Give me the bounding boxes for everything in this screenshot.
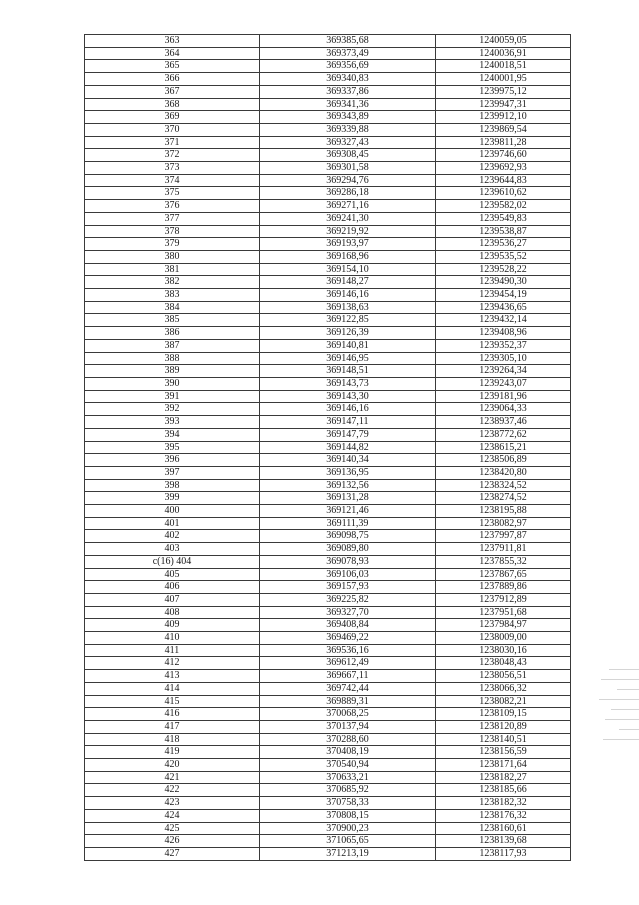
y-coordinate-cell: 1237855,32 (436, 555, 571, 568)
y-coordinate-cell: 1238176,32 (436, 809, 571, 822)
y-coordinate-cell: 1239975,12 (436, 85, 571, 98)
point-number-cell: 421 (85, 771, 260, 784)
point-number-cell: 382 (85, 276, 260, 289)
point-number-cell: 399 (85, 492, 260, 505)
y-coordinate-cell: 1239264,34 (436, 365, 571, 378)
point-number-cell: 424 (85, 809, 260, 822)
y-coordinate-cell: 1238139,68 (436, 835, 571, 848)
point-number-cell: 365 (85, 60, 260, 73)
x-coordinate-cell: 370137,94 (260, 720, 436, 733)
x-coordinate-cell: 369144,82 (260, 441, 436, 454)
table-row (85, 403, 571, 416)
table-row (85, 327, 571, 340)
point-number-cell: 407 (85, 593, 260, 606)
point-number-cell: 427 (85, 848, 260, 861)
x-coordinate-cell: 369157,93 (260, 581, 436, 594)
point-number-cell: 408 (85, 606, 260, 619)
x-coordinate-cell: 369143,30 (260, 390, 436, 403)
x-coordinate-cell: 369143,73 (260, 377, 436, 390)
y-coordinate-cell: 1238082,21 (436, 695, 571, 708)
point-number-cell: 388 (85, 352, 260, 365)
x-coordinate-cell: 369121,46 (260, 505, 436, 518)
table-row (85, 238, 571, 251)
point-number-cell: 400 (85, 505, 260, 518)
y-coordinate-cell: 1237912,89 (436, 593, 571, 606)
y-coordinate-cell: 1237951,68 (436, 606, 571, 619)
table-row (85, 149, 571, 162)
y-coordinate-cell: 1239549,83 (436, 212, 571, 225)
x-coordinate-cell: 369889,31 (260, 695, 436, 708)
table-row (85, 289, 571, 302)
point-number-cell: 377 (85, 212, 260, 225)
table-row (85, 517, 571, 530)
point-number-cell: 397 (85, 466, 260, 479)
x-coordinate-cell: 371065,65 (260, 835, 436, 848)
x-coordinate-cell: 369341,36 (260, 98, 436, 111)
point-number-cell: c(16) 404 (85, 555, 260, 568)
table-row (85, 797, 571, 810)
point-number-cell: 422 (85, 784, 260, 797)
table-row (85, 174, 571, 187)
x-coordinate-cell: 370900,23 (260, 822, 436, 835)
y-coordinate-cell: 1238324,52 (436, 479, 571, 492)
y-coordinate-cell: 1237997,87 (436, 530, 571, 543)
x-coordinate-cell: 369343,89 (260, 111, 436, 124)
point-number-cell: 426 (85, 835, 260, 848)
y-coordinate-cell: 1239528,22 (436, 263, 571, 276)
y-coordinate-cell: 1238140,51 (436, 733, 571, 746)
x-coordinate-cell: 369294,76 (260, 174, 436, 187)
y-coordinate-cell: 1239490,30 (436, 276, 571, 289)
table-row (85, 619, 571, 632)
table-row (85, 276, 571, 289)
table-row (85, 543, 571, 556)
point-number-cell: 394 (85, 428, 260, 441)
x-coordinate-cell: 369148,51 (260, 365, 436, 378)
y-coordinate-cell: 1240036,91 (436, 47, 571, 60)
table-row (85, 784, 571, 797)
table-row (85, 60, 571, 73)
point-number-cell: 375 (85, 187, 260, 200)
table-row (85, 416, 571, 429)
table-row (85, 390, 571, 403)
point-number-cell: 415 (85, 695, 260, 708)
table-row (85, 111, 571, 124)
y-coordinate-cell: 1239644,83 (436, 174, 571, 187)
y-coordinate-cell: 1240059,05 (436, 35, 571, 48)
y-coordinate-cell: 1238506,89 (436, 454, 571, 467)
x-coordinate-cell: 369667,11 (260, 670, 436, 683)
point-number-cell: 423 (85, 797, 260, 810)
table-row (85, 835, 571, 848)
point-number-cell: 416 (85, 708, 260, 721)
table-row (85, 822, 571, 835)
x-coordinate-cell: 369122,85 (260, 314, 436, 327)
table-row (85, 98, 571, 111)
table-row (85, 441, 571, 454)
point-number-cell: 378 (85, 225, 260, 238)
x-coordinate-cell: 369147,79 (260, 428, 436, 441)
x-coordinate-cell: 369301,58 (260, 162, 436, 175)
point-number-cell: 419 (85, 746, 260, 759)
x-coordinate-cell: 369132,56 (260, 479, 436, 492)
y-coordinate-cell: 1238182,32 (436, 797, 571, 810)
table-row (85, 35, 571, 48)
table-row (85, 162, 571, 175)
x-coordinate-cell: 369219,92 (260, 225, 436, 238)
y-coordinate-cell: 1238009,00 (436, 632, 571, 645)
point-number-cell: 420 (85, 759, 260, 772)
table-row (85, 644, 571, 657)
y-coordinate-cell: 1239811,28 (436, 136, 571, 149)
y-coordinate-cell: 1238160,61 (436, 822, 571, 835)
x-coordinate-cell: 369612,49 (260, 657, 436, 670)
point-number-cell: 376 (85, 200, 260, 213)
table-row (85, 759, 571, 772)
y-coordinate-cell: 1239947,31 (436, 98, 571, 111)
y-coordinate-cell: 1239692,93 (436, 162, 571, 175)
point-number-cell: 396 (85, 454, 260, 467)
x-coordinate-cell: 370685,92 (260, 784, 436, 797)
table-row (85, 200, 571, 213)
point-number-cell: 383 (85, 289, 260, 302)
table-row (85, 708, 571, 721)
y-coordinate-cell: 1238185,66 (436, 784, 571, 797)
point-number-cell: 368 (85, 98, 260, 111)
table-row (85, 568, 571, 581)
y-coordinate-cell: 1240001,95 (436, 73, 571, 86)
point-number-cell: 395 (85, 441, 260, 454)
y-coordinate-cell: 1239535,52 (436, 250, 571, 263)
point-number-cell: 411 (85, 644, 260, 657)
y-coordinate-cell: 1238182,27 (436, 771, 571, 784)
table-row (85, 606, 571, 619)
x-coordinate-cell: 369742,44 (260, 682, 436, 695)
x-coordinate-cell: 369241,30 (260, 212, 436, 225)
point-number-cell: 363 (85, 35, 260, 48)
table-row (85, 848, 571, 861)
y-coordinate-cell: 1237867,65 (436, 568, 571, 581)
x-coordinate-cell: 369373,49 (260, 47, 436, 60)
point-number-cell: 366 (85, 73, 260, 86)
x-coordinate-cell: 370540,94 (260, 759, 436, 772)
table-row (85, 632, 571, 645)
table-row (85, 466, 571, 479)
point-number-cell: 379 (85, 238, 260, 251)
point-number-cell: 364 (85, 47, 260, 60)
x-coordinate-cell: 369098,75 (260, 530, 436, 543)
point-number-cell: 401 (85, 517, 260, 530)
table-row (85, 682, 571, 695)
point-number-cell: 371 (85, 136, 260, 149)
y-coordinate-cell: 1239408,96 (436, 327, 571, 340)
x-coordinate-cell: 369146,95 (260, 352, 436, 365)
point-number-cell: 390 (85, 377, 260, 390)
point-number-cell: 393 (85, 416, 260, 429)
point-number-cell: 402 (85, 530, 260, 543)
x-coordinate-cell: 369168,96 (260, 250, 436, 263)
coordinates-table-body (85, 35, 571, 861)
point-number-cell: 384 (85, 301, 260, 314)
x-coordinate-cell: 369140,34 (260, 454, 436, 467)
x-coordinate-cell: 369146,16 (260, 289, 436, 302)
x-coordinate-cell: 369136,95 (260, 466, 436, 479)
point-number-cell: 370 (85, 123, 260, 136)
y-coordinate-cell: 1237984,97 (436, 619, 571, 632)
point-number-cell: 413 (85, 670, 260, 683)
y-coordinate-cell: 1238171,64 (436, 759, 571, 772)
table-row (85, 593, 571, 606)
x-coordinate-cell: 369337,86 (260, 85, 436, 98)
table-row (85, 454, 571, 467)
table-row (85, 212, 571, 225)
point-number-cell: 369 (85, 111, 260, 124)
table-row (85, 657, 571, 670)
table-row (85, 85, 571, 98)
x-coordinate-cell: 369286,18 (260, 187, 436, 200)
y-coordinate-cell: 1238615,21 (436, 441, 571, 454)
point-number-cell: 386 (85, 327, 260, 340)
point-number-cell: 387 (85, 339, 260, 352)
y-coordinate-cell: 1239582,02 (436, 200, 571, 213)
y-coordinate-cell: 1237911,81 (436, 543, 571, 556)
x-coordinate-cell: 369126,39 (260, 327, 436, 340)
table-row (85, 428, 571, 441)
point-number-cell: 373 (85, 162, 260, 175)
table-row (85, 746, 571, 759)
y-coordinate-cell: 1239305,10 (436, 352, 571, 365)
y-coordinate-cell: 1238056,51 (436, 670, 571, 683)
x-coordinate-cell: 369106,03 (260, 568, 436, 581)
y-coordinate-cell: 1239912,10 (436, 111, 571, 124)
table-row (85, 123, 571, 136)
y-coordinate-cell: 1238048,43 (436, 657, 571, 670)
coordinates-table (84, 34, 571, 861)
point-number-cell: 418 (85, 733, 260, 746)
table-row (85, 250, 571, 263)
x-coordinate-cell: 369408,84 (260, 619, 436, 632)
y-coordinate-cell: 1239746,60 (436, 149, 571, 162)
point-number-cell: 389 (85, 365, 260, 378)
table-row (85, 365, 571, 378)
point-number-cell: 417 (85, 720, 260, 733)
point-number-cell: 412 (85, 657, 260, 670)
point-number-cell: 391 (85, 390, 260, 403)
y-coordinate-cell: 1239536,27 (436, 238, 571, 251)
y-coordinate-cell: 1238066,32 (436, 682, 571, 695)
x-coordinate-cell: 369078,93 (260, 555, 436, 568)
point-number-cell: 398 (85, 479, 260, 492)
table-row (85, 505, 571, 518)
table-row (85, 136, 571, 149)
point-number-cell: 414 (85, 682, 260, 695)
x-coordinate-cell: 369111,39 (260, 517, 436, 530)
scan-artifact (595, 660, 639, 770)
x-coordinate-cell: 369193,97 (260, 238, 436, 251)
table-row (85, 187, 571, 200)
y-coordinate-cell: 1238156,59 (436, 746, 571, 759)
x-coordinate-cell: 369147,11 (260, 416, 436, 429)
x-coordinate-cell: 370408,19 (260, 746, 436, 759)
point-number-cell: 381 (85, 263, 260, 276)
table-row (85, 339, 571, 352)
x-coordinate-cell: 369339,88 (260, 123, 436, 136)
x-coordinate-cell: 369340,83 (260, 73, 436, 86)
y-coordinate-cell: 1239432,14 (436, 314, 571, 327)
x-coordinate-cell: 369146,16 (260, 403, 436, 416)
y-coordinate-cell: 1239436,65 (436, 301, 571, 314)
x-coordinate-cell: 369308,45 (260, 149, 436, 162)
x-coordinate-cell: 370068,25 (260, 708, 436, 721)
table-row (85, 670, 571, 683)
x-coordinate-cell: 369385,68 (260, 35, 436, 48)
x-coordinate-cell: 369356,69 (260, 60, 436, 73)
x-coordinate-cell: 370633,21 (260, 771, 436, 784)
y-coordinate-cell: 1238109,15 (436, 708, 571, 721)
y-coordinate-cell: 1239243,07 (436, 377, 571, 390)
point-number-cell: 374 (85, 174, 260, 187)
y-coordinate-cell: 1238937,46 (436, 416, 571, 429)
y-coordinate-cell: 1239538,87 (436, 225, 571, 238)
table-row (85, 555, 571, 568)
table-row (85, 581, 571, 594)
y-coordinate-cell: 1239454,19 (436, 289, 571, 302)
y-coordinate-cell: 1239610,62 (436, 187, 571, 200)
table-row (85, 377, 571, 390)
x-coordinate-cell: 369140,81 (260, 339, 436, 352)
x-coordinate-cell: 370288,60 (260, 733, 436, 746)
x-coordinate-cell: 369271,16 (260, 200, 436, 213)
y-coordinate-cell: 1238117,93 (436, 848, 571, 861)
x-coordinate-cell: 369138,63 (260, 301, 436, 314)
x-coordinate-cell: 370808,15 (260, 809, 436, 822)
point-number-cell: 392 (85, 403, 260, 416)
y-coordinate-cell: 1238772,62 (436, 428, 571, 441)
table-row (85, 263, 571, 276)
table-row (85, 479, 571, 492)
y-coordinate-cell: 1237889,86 (436, 581, 571, 594)
table-row (85, 771, 571, 784)
y-coordinate-cell: 1238420,80 (436, 466, 571, 479)
x-coordinate-cell: 369225,82 (260, 593, 436, 606)
table-row (85, 73, 571, 86)
y-coordinate-cell: 1238195,88 (436, 505, 571, 518)
x-coordinate-cell: 369469,22 (260, 632, 436, 645)
point-number-cell: 372 (85, 149, 260, 162)
table-row (85, 225, 571, 238)
table-row (85, 720, 571, 733)
y-coordinate-cell: 1238082,97 (436, 517, 571, 530)
y-coordinate-cell: 1239064,33 (436, 403, 571, 416)
table-row (85, 809, 571, 822)
x-coordinate-cell: 369327,70 (260, 606, 436, 619)
x-coordinate-cell: 369154,10 (260, 263, 436, 276)
y-coordinate-cell: 1239869,54 (436, 123, 571, 136)
table-row (85, 695, 571, 708)
table-row (85, 301, 571, 314)
x-coordinate-cell: 371213,19 (260, 848, 436, 861)
point-number-cell: 409 (85, 619, 260, 632)
point-number-cell: 380 (85, 250, 260, 263)
point-number-cell: 425 (85, 822, 260, 835)
table-row (85, 733, 571, 746)
x-coordinate-cell: 369536,16 (260, 644, 436, 657)
y-coordinate-cell: 1239181,96 (436, 390, 571, 403)
table-row (85, 492, 571, 505)
table-row (85, 352, 571, 365)
table-row (85, 530, 571, 543)
x-coordinate-cell: 369089,80 (260, 543, 436, 556)
x-coordinate-cell: 370758,33 (260, 797, 436, 810)
table-row (85, 314, 571, 327)
point-number-cell: 405 (85, 568, 260, 581)
x-coordinate-cell: 369327,43 (260, 136, 436, 149)
y-coordinate-cell: 1238030,16 (436, 644, 571, 657)
table-row (85, 47, 571, 60)
x-coordinate-cell: 369131,28 (260, 492, 436, 505)
point-number-cell: 367 (85, 85, 260, 98)
y-coordinate-cell: 1238274,52 (436, 492, 571, 505)
y-coordinate-cell: 1239352,37 (436, 339, 571, 352)
point-number-cell: 406 (85, 581, 260, 594)
x-coordinate-cell: 369148,27 (260, 276, 436, 289)
point-number-cell: 403 (85, 543, 260, 556)
y-coordinate-cell: 1240018,51 (436, 60, 571, 73)
y-coordinate-cell: 1238120,89 (436, 720, 571, 733)
point-number-cell: 410 (85, 632, 260, 645)
point-number-cell: 385 (85, 314, 260, 327)
